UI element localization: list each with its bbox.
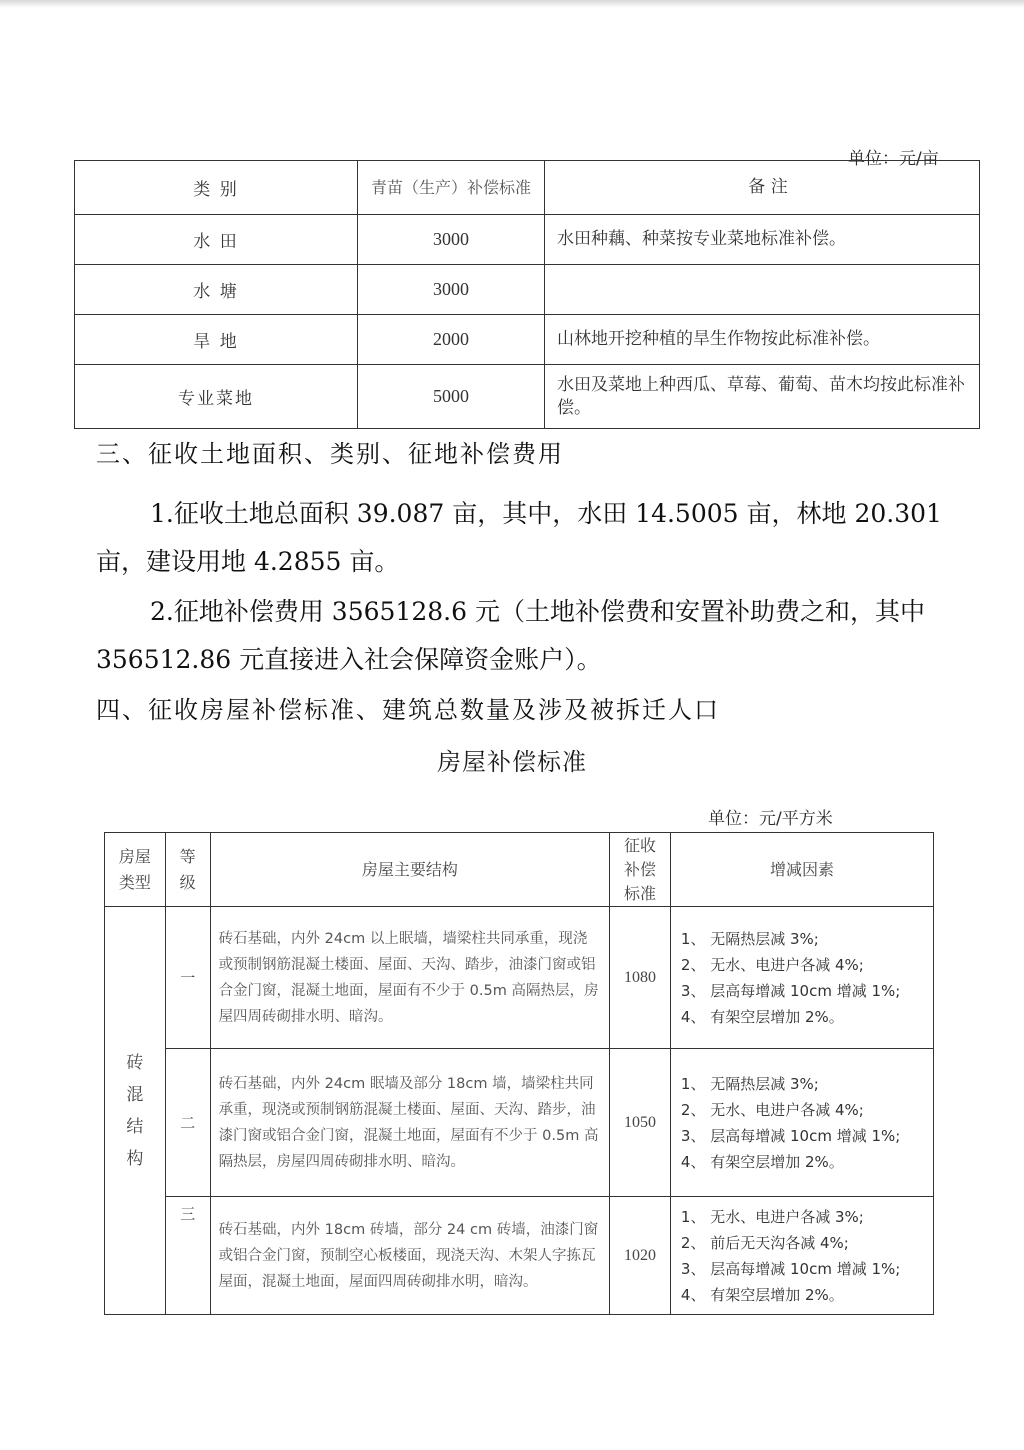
cell-factors: [670, 1049, 933, 1197]
cell-standard: 1020: [610, 1197, 671, 1315]
section3-paragraph-2: 2.征地补偿费用 3565128.6 元（土地补偿费和安置补助费之和，其中 356512.86 元直接进入社会保障资金账户）。: [96, 597, 925, 674]
section3-paragraph-1: 1.征收土地总面积 39.087 亩，其中，水田 14.5005 亩，林地 20.301 亩，建设用地 4.2855 亩。: [96, 499, 942, 576]
cell-grade: 三: [165, 1197, 210, 1315]
house-compensation-table: [104, 832, 934, 1315]
factor-line: 4、 有架空层增加 2%。: [680, 1285, 844, 1304]
factor-line: 3、 层高每增减 10cm 增减 1%;: [680, 1259, 901, 1278]
cell-factors: [670, 1197, 933, 1315]
cell-structure: 砖石基础，内外 24cm 以上眠墙，墙梁柱共同承重，现浇或预制钢筋混凝土楼面、屋面、天沟、踏步，油漆门窗或铝合金门窗，混凝土地面，屋面有不少于 0.5m 高隔热层，房屋四周砖砌排水明、暗沟。: [210, 907, 610, 1049]
table1-unit: 单位：元/亩: [848, 149, 939, 169]
cell-standard: 1080: [610, 907, 671, 1049]
table2-title: 房屋补偿标准: [437, 748, 587, 776]
factor-line: 1、 无水、电进户各减 3%;: [680, 1207, 864, 1226]
section4-heading: 四、征收房屋补偿标准、建筑总数量及涉及被拆迁人口: [96, 696, 720, 724]
table-header-row: [75, 161, 980, 215]
header-remark: 备 注: [545, 161, 980, 215]
table-row: [105, 907, 934, 1049]
cell-grade: 二: [165, 1049, 210, 1197]
table-row: [105, 1049, 934, 1197]
cell-grade: 一: [165, 907, 210, 1049]
header-factors: 增减因素: [670, 833, 933, 907]
cell-remark: 水田种藕、种菜按专业菜地标准补偿。: [545, 215, 980, 265]
cell-standard: 3000: [358, 265, 545, 315]
cell-remark: [545, 265, 980, 315]
factor-line: 3、 层高每增减 10cm 增减 1%;: [680, 1126, 901, 1145]
header-category: 类 别: [75, 161, 358, 215]
factor-line: 1、 无隔热层减 3%;: [680, 1074, 819, 1093]
table2-unit: 单位：元/平方米: [708, 809, 833, 829]
cell-standard: 1050: [610, 1049, 671, 1197]
table-row: [75, 315, 980, 365]
header-structure: 房屋主要结构: [210, 833, 610, 907]
section3-heading: 三、征收土地面积、类别、征地补偿费用: [96, 440, 564, 468]
cell-remark: 山林地开挖种植的旱生作物按此标准补偿。: [545, 315, 980, 365]
factor-line: 4、 有架空层增加 2%。: [680, 1007, 844, 1026]
cell-structure: 砖石基础，内外 18cm 砖墙，部分 24 cm 砖墙，油漆门窗或铝合金门窗，预制空心板楼面，现浇天沟、木架人字拣瓦屋面，混凝土地面，屋面四周砖砌排水明，暗沟。: [210, 1197, 610, 1315]
cell-remark: 水田及菜地上种西瓜、草莓、葡萄、苗木均按此标准补偿。: [545, 365, 980, 429]
table-row: [75, 365, 980, 429]
cell-category: 旱 地: [75, 315, 358, 365]
table-row: [75, 265, 980, 315]
factor-line: 1、 无隔热层减 3%;: [680, 929, 819, 948]
header-standard: 青苗（生产）补偿标准: [358, 161, 545, 215]
factor-line: 2、 前后无天沟各减 4%;: [680, 1233, 849, 1252]
cell-structure: 砖石基础，内外 24cm 眠墙及部分 18cm 墙，墙梁柱共同承重，现浇或预制钢筋混凝土楼面、屋面、天沟、踏步，油漆门窗或铝合金门窗，混凝土地面，屋面有不少于 0.5m 高隔热层，房屋四周砖砌排水明、暗沟。: [210, 1049, 610, 1197]
factor-line: 4、 有架空层增加 2%。: [680, 1152, 844, 1171]
factor-line: 2、 无水、电进户各减 4%;: [680, 1100, 864, 1119]
seedling-compensation-table: [74, 160, 980, 429]
cell-house-type-text: 砖混结构: [126, 1052, 144, 1169]
table-header-row: [105, 833, 934, 907]
cell-standard: 3000: [358, 215, 545, 265]
table-row: [105, 1197, 934, 1315]
header-standard-text: 征收补偿标准: [624, 835, 657, 903]
factor-line: 2、 无水、电进户各减 4%;: [680, 955, 864, 974]
factor-line: 3、 层高每增减 10cm 增减 1%;: [680, 981, 901, 1000]
cell-house-type: [105, 907, 166, 1315]
cell-standard: 5000: [358, 365, 545, 429]
header-house-type-text: 房屋类型: [118, 846, 151, 892]
cell-category: 水 田: [75, 215, 358, 265]
cell-standard: 2000: [358, 315, 545, 365]
scan-edge: [0, 0, 1024, 8]
header-grade-text: 等级: [179, 846, 196, 892]
header-standard: [610, 833, 671, 907]
cell-factors: [670, 907, 933, 1049]
cell-category: 专业菜地: [75, 365, 358, 429]
cell-category: 水 塘: [75, 265, 358, 315]
header-house-type: [105, 833, 166, 907]
table-row: [75, 215, 980, 265]
header-grade: [165, 833, 210, 907]
